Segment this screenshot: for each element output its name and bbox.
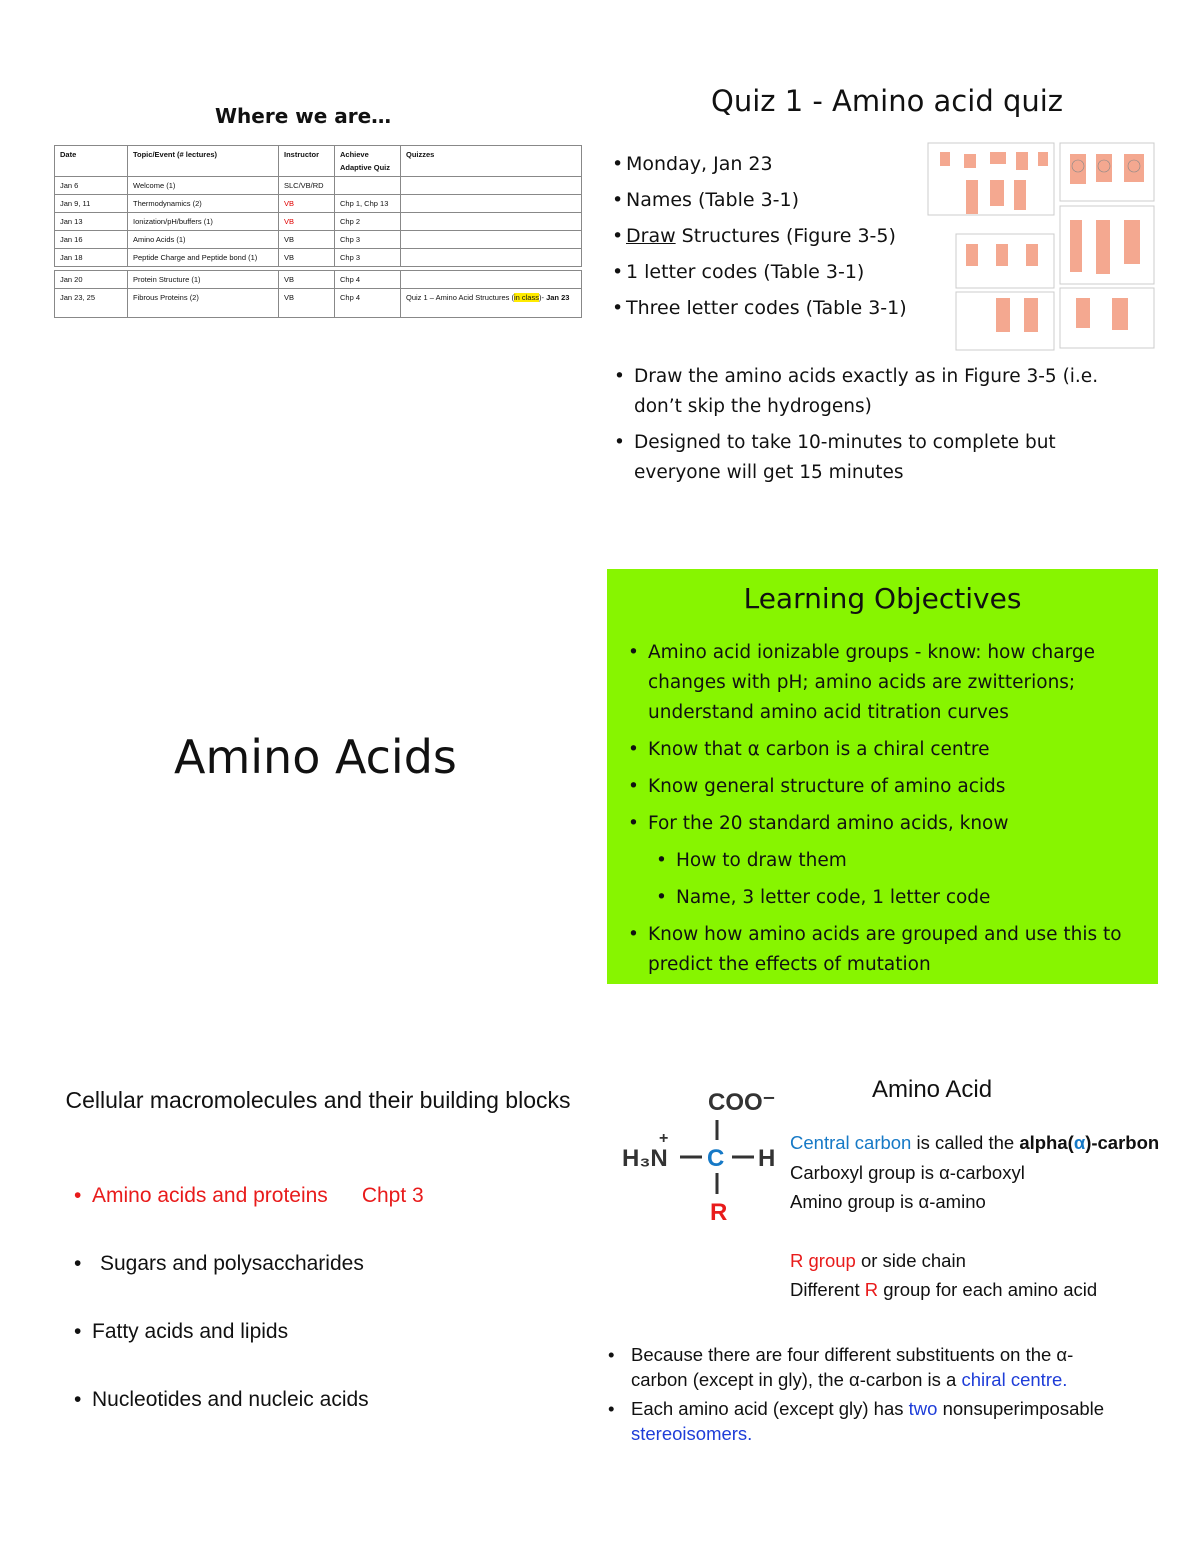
amino-acid-title: Amino Acid — [872, 1076, 993, 1103]
table-cell: Fibrous Proteins (2) — [128, 289, 279, 318]
schedule-title: Where we are… — [215, 104, 392, 128]
list-item: • Monday, Jan 23 — [612, 146, 922, 182]
list-item: • Amino acid ionizable groups - know: how charge changes with pH; amino acids are zwitterions; understand amino acid titration curves — [628, 638, 1148, 728]
highlight: in class — [513, 293, 539, 302]
table-row — [55, 231, 582, 249]
item-text: nonsuperimposable — [937, 1398, 1105, 1419]
table-cell: Jan 16 — [55, 231, 128, 249]
charge-label: + — [659, 1130, 669, 1147]
table-header-row — [55, 146, 582, 177]
central-carbon-text: Central carbon — [790, 1132, 912, 1153]
table-cell — [401, 249, 582, 267]
list-item: • Three letter codes (Table 3-1) — [612, 293, 922, 323]
alpha-text: alpha( — [1019, 1132, 1074, 1153]
carbon-text: )-carbon — [1085, 1132, 1160, 1153]
r-group-text: R group — [790, 1249, 856, 1271]
table-cell: Chp 3 — [335, 249, 401, 267]
header-quizzes: Quizzes — [401, 146, 582, 177]
table-cell: VB — [279, 213, 335, 231]
list-item: • Names (Table 3-1) — [612, 182, 922, 218]
list-item — [612, 218, 922, 254]
quiz-cell: Quiz 1 – Amino Acid Structures (in class)- Jan 23 — [401, 289, 582, 318]
chiral-centre-text: chiral centre. — [961, 1369, 1068, 1390]
desc-line-1 — [790, 1128, 1160, 1158]
table-cell: Welcome (1) — [128, 177, 279, 195]
table-cell: VB — [279, 271, 335, 289]
table-cell — [401, 231, 582, 249]
carboxylate-label: COO⁻ — [708, 1089, 776, 1116]
desc-line-5 — [790, 1275, 1160, 1305]
table-cell: Jan 18 — [55, 249, 128, 267]
table-cell: Ionization/pH/buffers (1) — [128, 213, 279, 231]
list-item: • Draw the amino acids exactly as in Figure 3-5 (i.e. don’t skip the hydrogens) — [614, 362, 1104, 422]
list-item — [74, 1184, 424, 1252]
table-cell: Jan 23, 25 — [55, 289, 128, 318]
table-row — [55, 289, 582, 318]
list-item: • Designed to take 10-minutes to complete but everyone will get 15 minutes — [614, 428, 1104, 488]
alpha-symbol: α — [1073, 1132, 1086, 1153]
amino-label: H₃N — [622, 1145, 668, 1172]
table-row — [55, 213, 582, 231]
header-date: Date — [55, 146, 128, 177]
table-cell: Thermodynamics (2) — [128, 195, 279, 213]
header-topic: Topic/Event (# lectures) — [128, 146, 279, 177]
table-cell: Chp 4 — [335, 271, 401, 289]
desc-line-3: Amino group is α-amino — [790, 1191, 986, 1212]
alpha-carbon-text — [1019, 1132, 1159, 1153]
quiz-notes-list — [614, 362, 1104, 494]
quiz-date: Jan 23 — [546, 293, 570, 302]
list-item — [608, 1342, 1108, 1392]
macromolecules-title: Cellular macromolecules and their building blocks — [65, 1087, 571, 1113]
spacer — [790, 1217, 1160, 1246]
two-text: two — [908, 1398, 938, 1419]
alpha-carbon-label: C — [707, 1145, 725, 1172]
desc-text: Different — [790, 1279, 865, 1300]
list-item: • Nucleotides and nucleic acids — [74, 1388, 424, 1456]
table-cell — [335, 177, 401, 195]
item-text: Sugars and polysaccharides — [100, 1252, 364, 1275]
quiz-list — [612, 146, 922, 323]
amino-acid-description — [790, 1128, 1160, 1305]
list-item — [74, 1252, 424, 1320]
list-item: • Know general structure of amino acids — [628, 772, 1148, 802]
table-cell: SLC/VB/RD — [279, 177, 335, 195]
table-cell: Chp 4 — [335, 289, 401, 318]
quiz-title: Quiz 1 - Amino acid quiz — [711, 84, 1064, 118]
list-item: • Name, 3 letter code, 1 letter code — [656, 883, 1148, 913]
table-cell: VB — [279, 289, 335, 318]
table-cell: VB — [279, 249, 335, 267]
table-cell: Peptide Charge and Peptide bond (1) — [128, 249, 279, 267]
list-item: • Know that α carbon is a chiral centre — [628, 735, 1148, 765]
list-item — [608, 1396, 1108, 1446]
table-cell: Jan 20 — [55, 271, 128, 289]
desc-line-4 — [790, 1246, 1160, 1276]
table-cell: Chp 1, Chp 13 — [335, 195, 401, 213]
table-cell: Chp 3 — [335, 231, 401, 249]
schedule-table — [54, 145, 582, 318]
table-cell: Jan 6 — [55, 177, 128, 195]
table-cell — [401, 271, 582, 289]
table-row — [55, 249, 582, 267]
header-instructor: Instructor — [279, 146, 335, 177]
list-item: • Fatty acids and lipids — [74, 1320, 424, 1388]
table-cell — [401, 213, 582, 231]
table-cell — [401, 177, 582, 195]
macromolecules-list — [74, 1184, 424, 1456]
table-cell: Jan 9, 11 — [55, 195, 128, 213]
desc-line-2: Carboxyl group is α-carboxyl — [790, 1161, 1025, 1183]
chirality-list — [608, 1342, 1108, 1450]
desc-text: group for each amino acid — [878, 1279, 1098, 1300]
r-group-label: R — [710, 1199, 728, 1226]
list-item: • For the 20 standard amino acids, know — [628, 809, 1148, 839]
header-quiz: Achieve Adaptive Quiz — [335, 146, 401, 177]
amino-acid-figure-thumbnail — [926, 140, 1156, 352]
table-row — [55, 195, 582, 213]
desc-text: or side chain — [855, 1249, 966, 1271]
item-text: Amino acids and proteins — [92, 1184, 328, 1207]
table-row — [55, 271, 582, 289]
amino-acid-structure — [618, 1080, 788, 1230]
section-title: Amino Acids — [174, 730, 457, 784]
item-text: Because there are four different substituents on the α-carbon (except in gly), the α-carbon is a — [631, 1344, 1074, 1390]
table-cell: VB — [279, 195, 335, 213]
item-text: Each amino acid (except gly) has — [631, 1398, 909, 1419]
draw-rest: Structures (Figure 3-5) — [675, 225, 896, 247]
table-cell: VB — [279, 231, 335, 249]
r-text: R — [864, 1279, 879, 1300]
list-item: • How to draw them — [656, 846, 1148, 876]
draw-word: Draw — [626, 225, 676, 247]
list-item: • 1 letter codes (Table 3-1) — [612, 254, 922, 290]
hydrogen-label: H — [758, 1145, 776, 1172]
learning-objectives-title: Learning Objectives — [743, 582, 1022, 615]
desc-text: is called the — [911, 1132, 1020, 1153]
table-cell: Jan 13 — [55, 213, 128, 231]
table-cell: Chp 2 — [335, 213, 401, 231]
table-cell: Protein Structure (1) — [128, 271, 279, 289]
table-cell — [401, 195, 582, 213]
list-item: • Know how amino acids are grouped and use this to predict the effects of mutation — [628, 920, 1148, 980]
stereoisomers-text: stereoisomers. — [631, 1423, 753, 1444]
table-row — [55, 177, 582, 195]
learning-objectives-list — [628, 638, 1148, 987]
table-cell: Amino Acids (1) — [128, 231, 279, 249]
chapter-ref: Chpt 3 — [361, 1184, 424, 1207]
